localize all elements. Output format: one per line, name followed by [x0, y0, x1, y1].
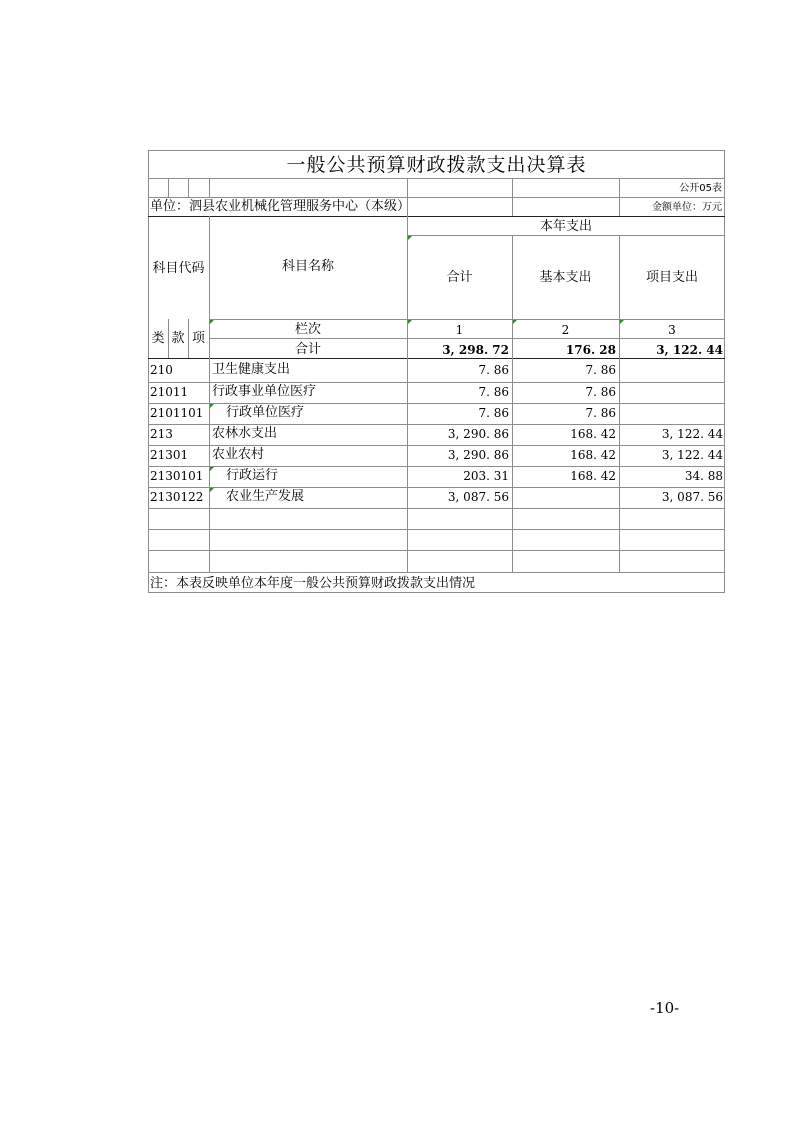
row-code: 2130101: [150, 469, 204, 483]
table-note: 注：本表反映单位本年度一般公共预算财政拨款支出情况: [150, 576, 476, 591]
column-index-label: 栏次: [294, 322, 321, 337]
grid-line: [148, 466, 725, 467]
grid-line: [619, 178, 620, 216]
grid-line: [148, 508, 725, 509]
col-index-1: 1: [455, 323, 464, 337]
row-name: 行政事业单位医疗: [212, 384, 317, 399]
summary-label: 合计: [294, 342, 321, 357]
row-name: 农业生产发展: [226, 489, 305, 504]
row-total: 3, 087. 56: [447, 490, 509, 504]
cell-marker: [210, 488, 214, 492]
row-name: 卫生健康支出: [212, 362, 291, 377]
section-header: 款: [171, 331, 185, 346]
row-total: 7. 86: [478, 385, 509, 399]
row-code: 2130122: [150, 490, 204, 504]
row-basic: 7. 86: [585, 385, 616, 399]
amount-unit: 金额单位：万元: [652, 202, 722, 213]
row-name: 行政运行: [226, 468, 279, 483]
grid-line: [148, 382, 725, 383]
row-project: 34. 88: [684, 469, 723, 483]
row-code: 21301: [150, 448, 189, 462]
subject-code-header: 科目代码: [152, 261, 205, 276]
row-total: 7. 86: [478, 363, 509, 377]
row-name: 农林水支出: [212, 426, 278, 441]
row-code: 21011: [150, 385, 189, 399]
grid-line: [512, 235, 513, 572]
grid-line: [209, 178, 210, 197]
this-year-header: 本年支出: [539, 219, 592, 234]
grid-line: [148, 529, 725, 530]
grid-line: [148, 424, 725, 425]
grid-line: [148, 403, 725, 404]
cell-marker: [210, 467, 214, 471]
grid-line: [188, 178, 189, 197]
grid-line: [619, 235, 620, 572]
row-total: 3, 290. 86: [447, 448, 509, 462]
page-number: -10-: [650, 999, 680, 1017]
col-index-3: 3: [668, 323, 676, 337]
grid-line: [407, 235, 725, 236]
form-code: 公开05表: [679, 183, 722, 194]
project-header: 项目支出: [645, 270, 698, 285]
row-code: 210: [150, 363, 173, 377]
row-total: 7. 86: [478, 406, 509, 420]
cell-marker: [210, 320, 214, 324]
basic-header: 基本支出: [539, 270, 592, 285]
row-code: 2101101: [150, 406, 204, 420]
row-basic: 168. 42: [570, 448, 616, 462]
grid-line: [148, 550, 725, 551]
grid-line: [512, 178, 513, 216]
unit-label: 单位：泗县农业机械化管理服务中心（本级）: [150, 199, 411, 214]
grid-line: [168, 178, 169, 197]
row-name: 行政单位医疗: [226, 405, 305, 420]
cell-marker: [513, 320, 517, 324]
summary-total: 3, 298. 72: [442, 343, 509, 357]
cell-marker: [210, 404, 214, 408]
row-project: 3, 087. 56: [661, 490, 723, 504]
grid-line: [148, 572, 725, 573]
row-basic: 168. 42: [570, 469, 616, 483]
grid-line: [148, 216, 725, 217]
summary-project: 3, 122. 44: [656, 343, 723, 357]
table-title: 一般公共预算财政拨款支出决算表: [286, 154, 587, 176]
row-basic: 7. 86: [585, 406, 616, 420]
row-project: 3, 122. 44: [661, 427, 723, 441]
subject-name-header: 科目名称: [281, 259, 334, 274]
cell-marker: [408, 236, 412, 240]
row-basic: 168. 42: [570, 427, 616, 441]
row-basic: 7. 86: [585, 363, 616, 377]
total-header: 合计: [446, 270, 473, 285]
grid-line: [209, 338, 725, 339]
summary-basic: 176. 28: [565, 343, 616, 357]
row-code: 213: [150, 427, 173, 441]
row-name: 农业农村: [212, 447, 265, 462]
row-total: 3, 290. 86: [447, 427, 509, 441]
col-index-2: 2: [561, 323, 570, 337]
row-total: 203. 31: [463, 469, 509, 483]
grid-line: [148, 358, 725, 359]
cell-marker: [620, 320, 624, 324]
grid-line: [148, 445, 725, 446]
category-header: 类: [151, 331, 165, 346]
grid-line: [148, 487, 725, 488]
item-header: 项: [191, 331, 205, 346]
grid-line: [148, 178, 725, 179]
grid-line: [209, 319, 725, 320]
row-project: 3, 122. 44: [661, 448, 723, 462]
cell-marker: [408, 320, 412, 324]
grid-line: [148, 197, 725, 198]
